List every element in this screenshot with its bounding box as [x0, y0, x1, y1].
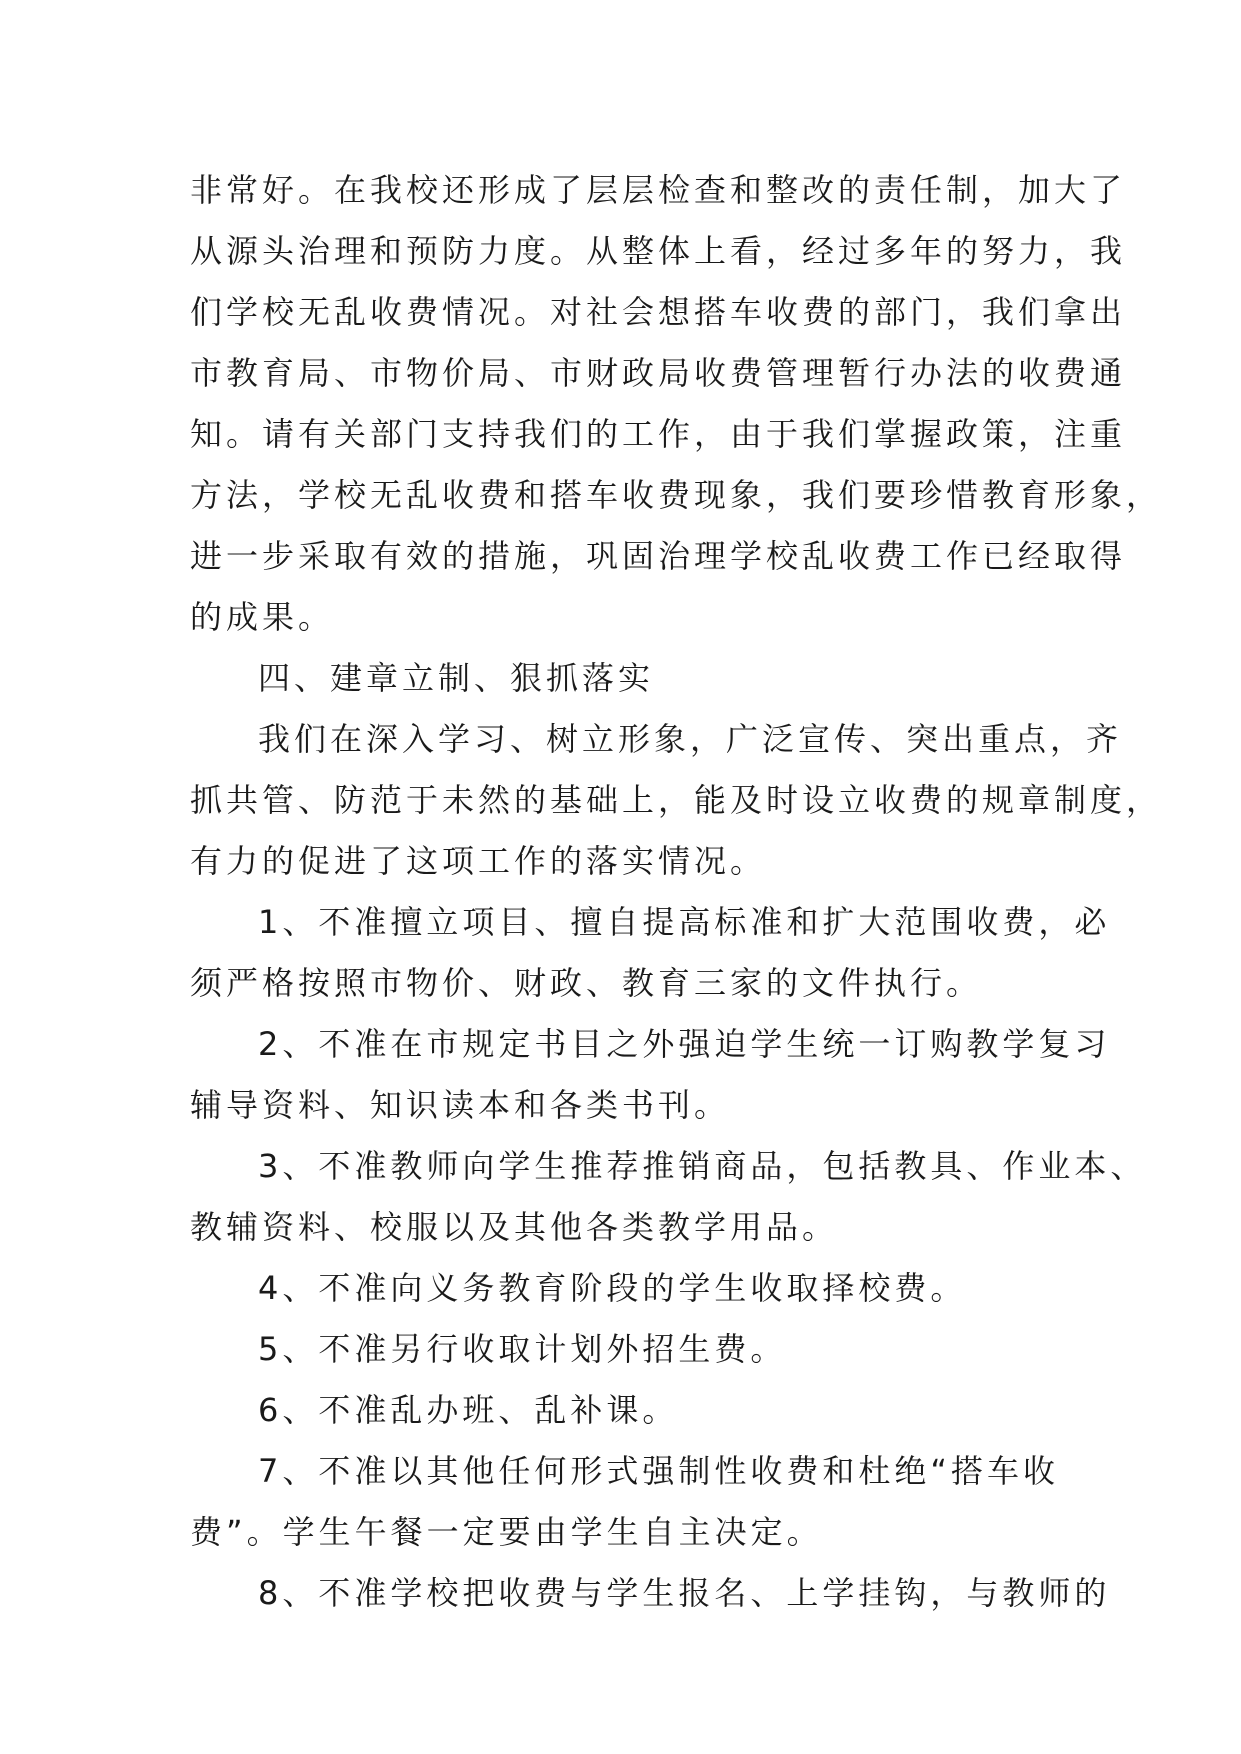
- list-item-line: 2、不准在市规定书目之外强迫学生统一订购教学复习: [258, 1025, 1111, 1063]
- list-item-line: 7、不准以其他任何形式强制性收费和杜绝“搭车收: [258, 1452, 1059, 1490]
- list-item-line: 3、不准教师向学生推荐推销商品，包括教具、作业本、: [258, 1147, 1147, 1185]
- text-line: 们学校无乱收费情况。对社会想搭车收费的部门，我们拿出: [190, 293, 1127, 331]
- list-item-line: 1、不准擅立项目、擅自提高标准和扩大范围收费，必: [258, 903, 1111, 941]
- text-line: 从源头治理和预防力度。从整体上看，经过多年的努力，我: [190, 232, 1127, 270]
- list-item-line: 4、不准向义务教育阶段的学生收取择校费。: [258, 1269, 967, 1307]
- list-item-line: 8、不准学校把收费与学生报名、上学挂钩，与教师的: [258, 1574, 1111, 1612]
- text-line: 非常好。在我校还形成了层层检查和整改的责任制，加大了: [190, 171, 1127, 209]
- text-line: 的成果。: [190, 598, 335, 636]
- text-line: 有力的促进了这项工作的落实情况。: [190, 842, 767, 880]
- document-body: [190, 160, 1163, 1624]
- list-item-line: 6、不准乱办班、乱补课。: [258, 1391, 679, 1429]
- text-line: 市教育局、市物价局、市财政局收费管理暂行办法的收费通: [190, 354, 1127, 392]
- text-line: 知。请有关部门支持我们的工作，由于我们掌握政策，注重: [190, 415, 1127, 453]
- text-line: 须严格按照市物价、财政、教育三家的文件执行。: [190, 964, 983, 1002]
- text-line: 进一步采取有效的措施，巩固治理学校乱收费工作已经取得: [190, 537, 1127, 575]
- text-line: 教辅资料、校服以及其他各类教学用品。: [190, 1208, 839, 1246]
- list-item-line: 5、不准另行收取计划外招生费。: [258, 1330, 787, 1368]
- text-line: 费”。学生午餐一定要由学生自主决定。: [190, 1513, 823, 1551]
- text-line: 方法，学校无乱收费和搭车收费现象，我们要珍惜教育形象，: [190, 476, 1163, 514]
- text-line: 我们在深入学习、树立形象，广泛宣传、突出重点，齐: [258, 720, 1123, 758]
- text-line: 抓共管、防范于未然的基础上，能及时设立收费的规章制度，: [190, 781, 1163, 819]
- text-line: 辅导资料、知识读本和各类书刊。: [190, 1086, 731, 1124]
- section-heading: 四、建章立制、狠抓落实: [258, 659, 655, 697]
